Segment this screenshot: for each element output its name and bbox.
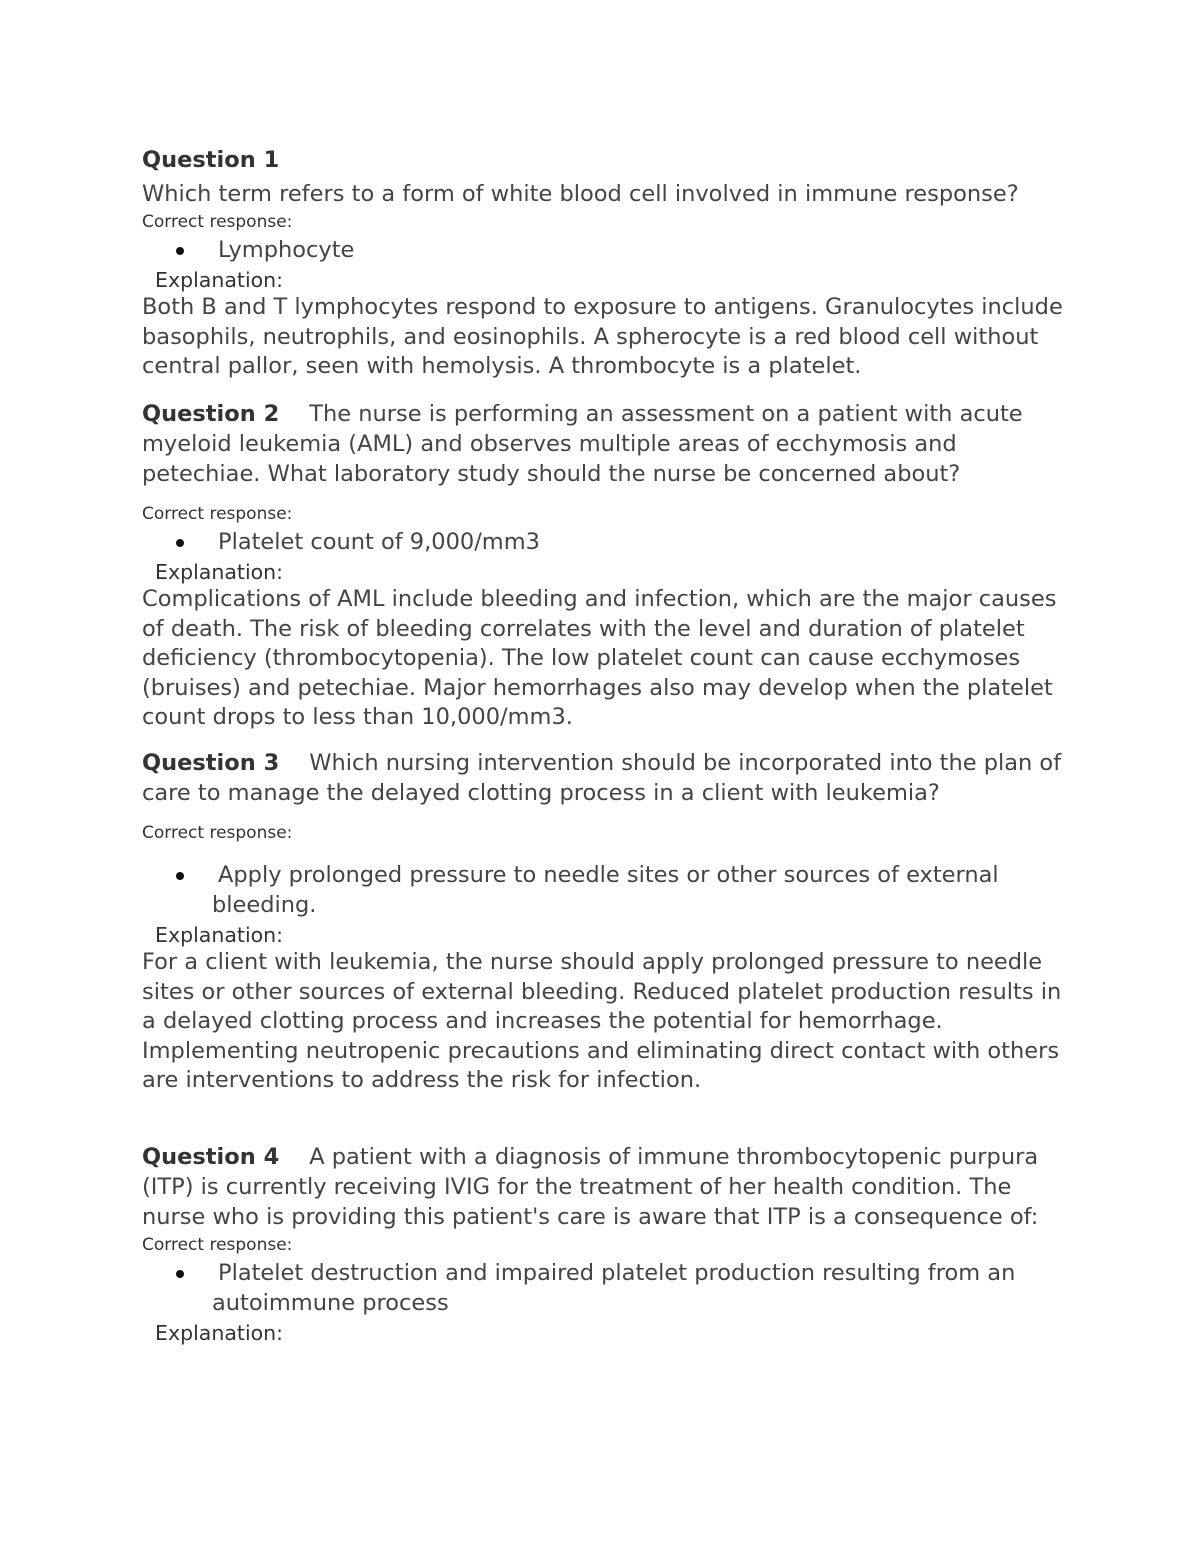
question-3-correct-label: Correct response: — [142, 823, 293, 843]
question-1-explanation-label: Explanation: — [155, 268, 284, 292]
question-3-prompt-block — [142, 748, 1072, 808]
question-2-explanation-label: Explanation: — [155, 560, 284, 584]
question-3-answer-text: Apply prolonged pressure to needle sites or other sources of external bleeding. — [212, 862, 999, 918]
question-4-correct-label: Correct response: — [142, 1235, 293, 1255]
question-1-answer-text: Lymphocyte — [218, 237, 355, 263]
question-2-answer — [142, 527, 1072, 557]
bullet-icon — [176, 247, 184, 255]
question-1-explanation: Both B and T lymphocytes respond to exposure to antigens. Granulocytes include basophils, neutrophils, and eosinophils. A spherocyte is a red blood cell without central pallor, seen with hemolysis. A thrombocyte is a platelet. — [142, 294, 1063, 379]
question-2-prompt: The nurse is performing an assessment on a patient with acute myeloid leukemia (AML) and observes multiple areas of ecchymosis and petechiae. What laboratory study should the nurse be concerned about? — [142, 401, 1023, 487]
bullet-icon — [176, 872, 184, 880]
question-4-answer — [142, 1258, 1072, 1318]
bullet-icon — [176, 539, 184, 547]
question-2-label: Question 2 — [142, 401, 280, 427]
question-3-explanation-label: Explanation: — [155, 923, 284, 947]
question-4-prompt: A patient with a diagnosis of immune thrombocytopenic purpura (ITP) is currently receiving IVIG for the treatment of her health condition. The nurse who is providing this patient's care is aware that ITP is a consequence of: — [142, 1144, 1039, 1230]
question-2-prompt-block — [142, 399, 1072, 489]
question-2-explanation: Complications of AML include bleeding and infection, which are the major causes of death. The risk of bleeding correlates with the level and duration of platelet deficiency (thrombocytopenia). The low platelet count can cause ecchymoses (bruises) and petechiae. Major hemorrhages also may develop when the platelet count drops to less than 10,000/mm3. — [142, 586, 1057, 730]
question-1-answer — [142, 235, 1072, 265]
question-3-prompt: Which nursing intervention should be incorporated into the plan of care to manage the delayed clotting process in a client with leukemia? — [142, 750, 1062, 806]
question-4-answer-text: Platelet destruction and impaired platelet production resulting from an autoimmune process — [212, 1260, 1016, 1316]
question-2-correct-label: Correct response: — [142, 504, 293, 524]
question-4-explanation-label: Explanation: — [155, 1321, 284, 1345]
question-2 — [142, 399, 1072, 733]
question-1 — [142, 145, 1072, 382]
question-3 — [142, 748, 1072, 1096]
question-3-explanation: For a client with leukemia, the nurse should apply prolonged pressure to needle sites or other sources of external bleeding. Reduced platelet production results in a delayed clotting process and increases the potential for hemorrhage. Implementing neutropenic precautions and eliminating direct contact with others are interventions to address the risk for infection. — [142, 949, 1062, 1093]
bullet-icon — [176, 1270, 184, 1278]
question-4 — [142, 1142, 1072, 1346]
question-1-prompt: Which term refers to a form of white blood cell involved in immune response? — [142, 181, 1019, 207]
question-3-answer — [142, 860, 1072, 920]
question-2-answer-text: Platelet count of 9,000/mm3 — [218, 529, 540, 555]
question-1-heading — [142, 145, 1072, 175]
question-4-label: Question 4 — [142, 1144, 280, 1170]
question-3-label: Question 3 — [142, 750, 280, 776]
question-1-label: Question 1 — [142, 147, 280, 173]
question-4-prompt-block — [142, 1142, 1072, 1232]
question-1-correct-label: Correct response: — [142, 212, 293, 232]
